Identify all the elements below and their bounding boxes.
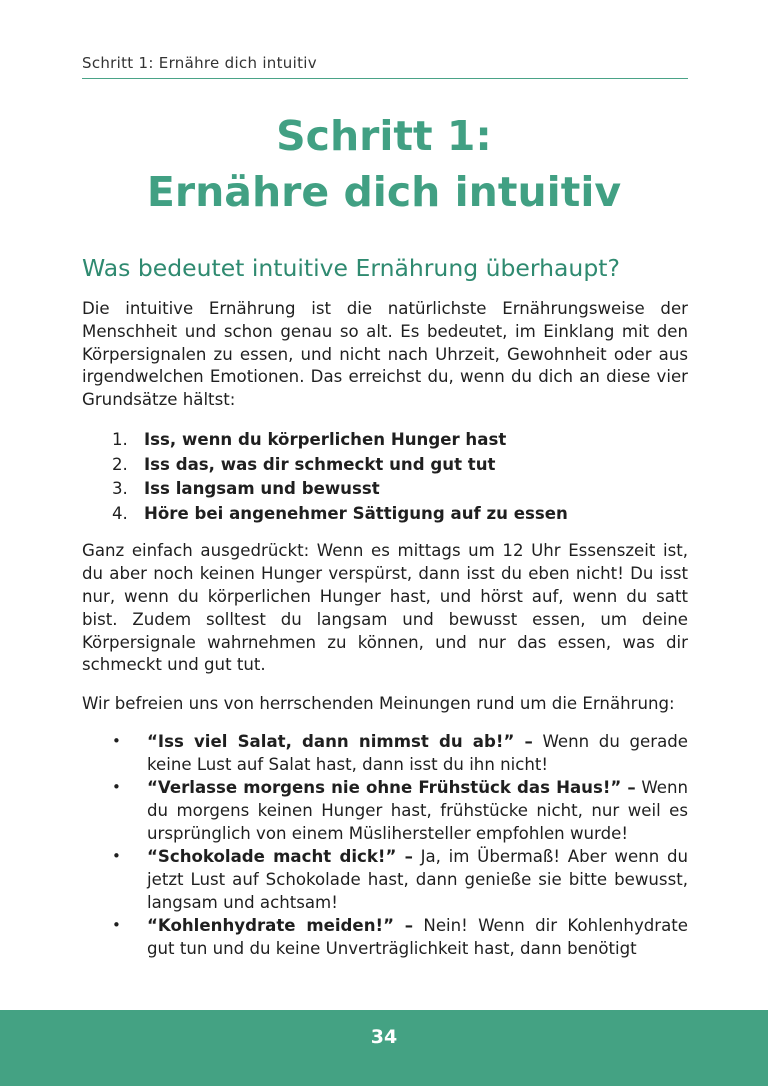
- body-content: [82, 298, 688, 960]
- list-item-text: Iss das, was dir schmeckt und gut tut: [144, 454, 496, 474]
- paragraph-explain: Ganz einfach ausgedrückt: Wenn es mittags um 12 Uhr Essenszeit ist, du aber noch keinen Hunger verspürst, dann isst du eben nicht! Du isst nur, wenn du körperlichen Hunger hast, und hörst auf, wenn du satt bist. Zudem solltest du langsam und bewusst essen, um deine Körpersignale wahrnehmen zu können, und nur das essen, was dir schmeckt und gut tut.: [82, 541, 688, 675]
- section-heading: Was bedeutet intuitive Ernährung überhaupt?: [82, 254, 620, 282]
- myth-quote: “Iss viel Salat, dann nimmst du ab!” –: [147, 731, 533, 751]
- list-item-text: [147, 776, 688, 845]
- list-item-text: Iss langsam und bewusst: [144, 479, 380, 499]
- paragraph-myths-intro: Wir befreien uns von herrschenden Meinungen rund um die Ernährung:: [82, 694, 675, 714]
- myth-answer: Ja, im Übermaß! Aber wenn du jetzt Lust auf Schokolade hast, dann genieße sie bitte bewusst, langsam und achtsam!: [147, 846, 688, 912]
- footer-band: [0, 1010, 768, 1086]
- list-item-text: Höre bei angenehmer Sättigung auf zu essen: [144, 503, 568, 523]
- list-item: [112, 730, 688, 776]
- bullet-icon: •: [112, 915, 121, 934]
- bullet-icon: •: [112, 846, 121, 865]
- list-item: [112, 477, 688, 502]
- list-item: [112, 453, 688, 478]
- list-number: 1.: [112, 429, 128, 449]
- list-item-text: Iss, wenn du körperlichen Hunger hast: [144, 429, 507, 449]
- myth-answer: Nein! Wenn dir Kohlenhydrate gut tun und du keine Unverträglichkeit hast, dann benötigt: [147, 915, 688, 958]
- list-item: [112, 502, 688, 527]
- list-item: [112, 845, 688, 914]
- chapter-title-line-1: Schritt 1:: [276, 112, 492, 160]
- list-item-text: [147, 730, 688, 776]
- list-number: 4.: [112, 503, 128, 523]
- myth-quote: “Verlasse morgens nie ohne Frühstück das Haus!” –: [147, 777, 636, 797]
- myth-answer: Wenn du gerade keine Lust auf Salat hast, dann isst du ihn nicht!: [147, 731, 688, 774]
- bullet-icon: •: [112, 777, 121, 796]
- list-item-text: [147, 845, 688, 914]
- myth-quote: “Schokolade macht dick!” –: [147, 846, 413, 866]
- paragraph-intro: Die intuitive Ernährung ist die natürlichste Ernährungsweise der Menschheit und schon genau so alt. Es bedeutet, im Einklang mit den Körpersignalen zu essen, und nicht nach Uhrzeit, Gewohnheit oder aus irgendwelchen Emotionen. Das erreichst du, wenn du dich an diese vier Grundsätze hältst:: [82, 299, 688, 410]
- list-item-text: [147, 914, 688, 960]
- list-number: 3.: [112, 479, 128, 499]
- bullet-icon: •: [112, 731, 121, 750]
- principles-list: [112, 428, 688, 526]
- list-item: [112, 776, 688, 845]
- myths-list: [112, 730, 688, 960]
- list-item: [112, 914, 688, 960]
- myth-answer: Wenn du morgens keinen Hunger hast, frühstücke nicht, nur weil es ursprünglich von einem Müslihersteller empfohlen wurde!: [147, 777, 688, 843]
- chapter-title: [0, 108, 768, 220]
- list-item: [112, 428, 688, 453]
- running-head: Schritt 1: Ernähre dich intuitiv: [82, 54, 688, 79]
- list-number: 2.: [112, 454, 128, 474]
- myth-quote: “Kohlenhydrate meiden!” –: [147, 915, 414, 935]
- page-number: 34: [370, 1026, 398, 1048]
- chapter-title-line-2: Ernähre dich intuitiv: [146, 168, 622, 216]
